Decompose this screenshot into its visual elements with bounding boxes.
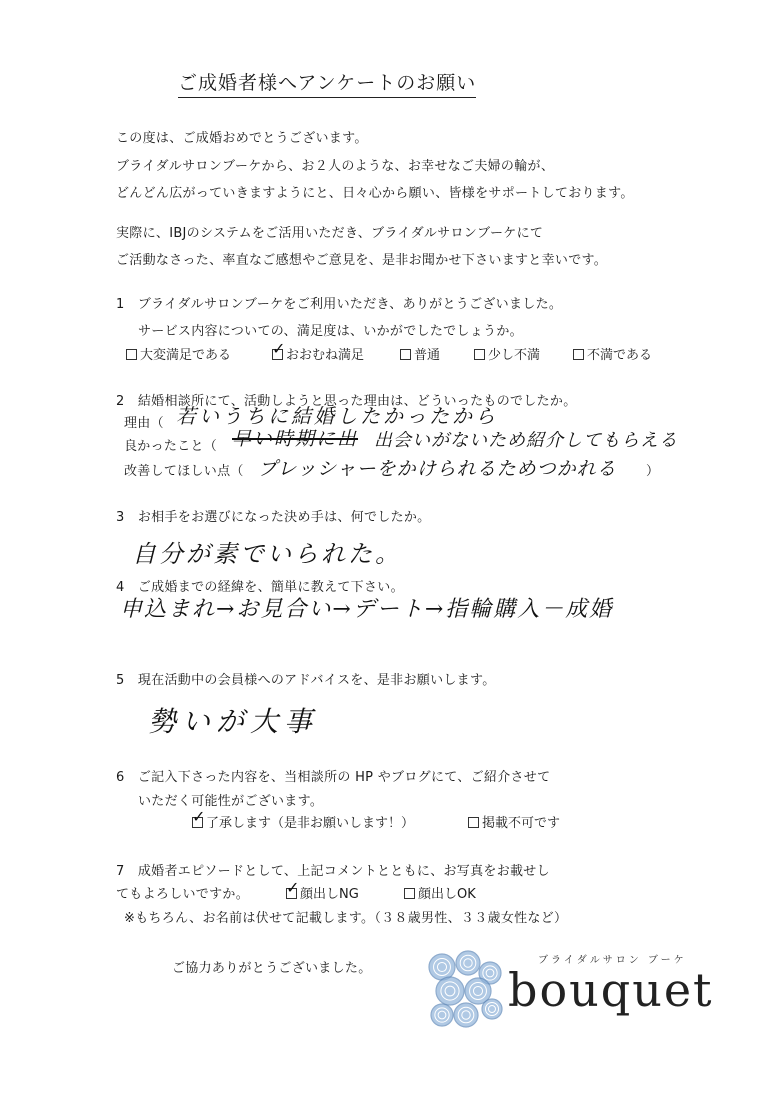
q6-option-accept[interactable]: ✓ 了承します（是非お願いします！）	[192, 807, 415, 831]
checkbox[interactable]	[474, 349, 485, 360]
intro2-line-2: ご活動なさった、率直なご感想やご意見を、是非お聞かせ下さいますと幸いです。	[116, 253, 608, 268]
checkmark-icon: ✓	[286, 878, 300, 897]
q2-good-struck: 早い時期に出	[232, 428, 359, 450]
page-title: ご成婚者様へアンケートのお願い	[178, 68, 476, 98]
q2-good-label: 良かったこと（	[124, 439, 218, 454]
q2-reason-answer: 若いうちに結婚したかったから	[176, 404, 498, 428]
checkmark-icon: ✓	[192, 807, 206, 826]
q4-question: 4 ご成婚までの経緯を、簡単に教えて下さい。	[116, 580, 404, 595]
q7-question: 7 成婚者エピソードとして、上記コメントとともに、お写真をお載せし	[116, 864, 550, 879]
q2-improve-label: 改善してほしい点（	[124, 464, 244, 479]
intro-line-3: どんどん広がっていきますようにと、日々心から願い、皆様をサポートしております。	[116, 186, 634, 201]
q6-question-sub: いただく可能性がございます。	[138, 794, 324, 809]
intro-line-1: この度は、ご成婚おめでとうございます。	[116, 131, 368, 146]
q1-question: 1 ブライダルサロンブーケをご利用いただき、ありがとうございました。	[116, 297, 563, 312]
q2-improve-answer: プレッシャーをかけられるためつかれる	[258, 458, 617, 480]
rose-bouquet-icon	[420, 945, 510, 1035]
q2-good-answer: 出会いがないため紹介してもらえる	[374, 430, 678, 451]
checkmark-icon: ✓	[272, 339, 286, 358]
q1-option-5[interactable]: 不満である	[573, 344, 652, 363]
q2-close-paren: ）	[646, 464, 660, 479]
q4-answer: 申込まれ→お見合い→デート→指輪購入－成婚	[120, 597, 614, 622]
q7-option-no-face[interactable]: ✓ 顔出しNG	[286, 878, 359, 902]
q7-question-sub: てもよろしいですか。	[116, 887, 250, 902]
logo-subtitle: ブライダルサロン ブーケ	[538, 955, 687, 966]
bouquet-logo	[420, 945, 714, 1035]
q3-answer: 自分が素でいられた。	[132, 540, 402, 568]
checkbox-checked[interactable]	[192, 807, 206, 828]
closing-thanks: ご協力ありがとうございました。	[172, 961, 372, 976]
intro2-line-1: 実際に、IBJのシステムをご活用いただき、ブライダルサロンブーケにて	[116, 226, 544, 241]
checkbox-checked[interactable]	[286, 878, 300, 899]
logo-wordmark: bouquet	[508, 963, 714, 1017]
q3-question: 3 お相手をお選びになった決め手は、何でしたか。	[116, 510, 431, 525]
q2-reason-label: 理由（	[124, 416, 164, 431]
checkbox[interactable]	[126, 349, 137, 360]
q1-option-1[interactable]: 大変満足である	[126, 344, 231, 363]
q2-question: 2 結婚相談所にて、活動しようと思った理由は、どういったものでしたか。	[116, 394, 577, 409]
checkbox-checked[interactable]	[272, 339, 286, 360]
q5-question: 5 現在活動中の会員様へのアドバイスを、是非お願いします。	[116, 673, 496, 688]
q5-answer: 勢いが大事	[148, 705, 319, 738]
intro-line-2: ブライダルサロンブーケから、お２人のような、お幸せなご夫婦の輪が、	[116, 159, 555, 174]
q1-option-3[interactable]: 普通	[400, 344, 440, 363]
checkbox[interactable]	[400, 349, 411, 360]
q7-option-face[interactable]: 顔出しOK	[404, 883, 476, 902]
q1-question-sub: サービス内容についての、満足度は、いかがでしたでしょうか。	[138, 324, 523, 339]
q6-question: 6 ご記入下さった内容を、当相談所の HP やブログにて、ご紹介させて	[116, 770, 551, 785]
checkbox[interactable]	[573, 349, 584, 360]
q1-option-4[interactable]: 少し不満	[474, 344, 540, 363]
q7-note: ※もちろん、お名前は伏せて記載します。（３８歳男性、３３歳女性など）	[124, 911, 568, 926]
q6-option-decline[interactable]: 掲載不可です	[468, 812, 560, 831]
checkbox[interactable]	[404, 888, 415, 899]
q1-option-2[interactable]: ✓ おおむね満足	[272, 339, 365, 363]
checkbox[interactable]	[468, 817, 479, 828]
